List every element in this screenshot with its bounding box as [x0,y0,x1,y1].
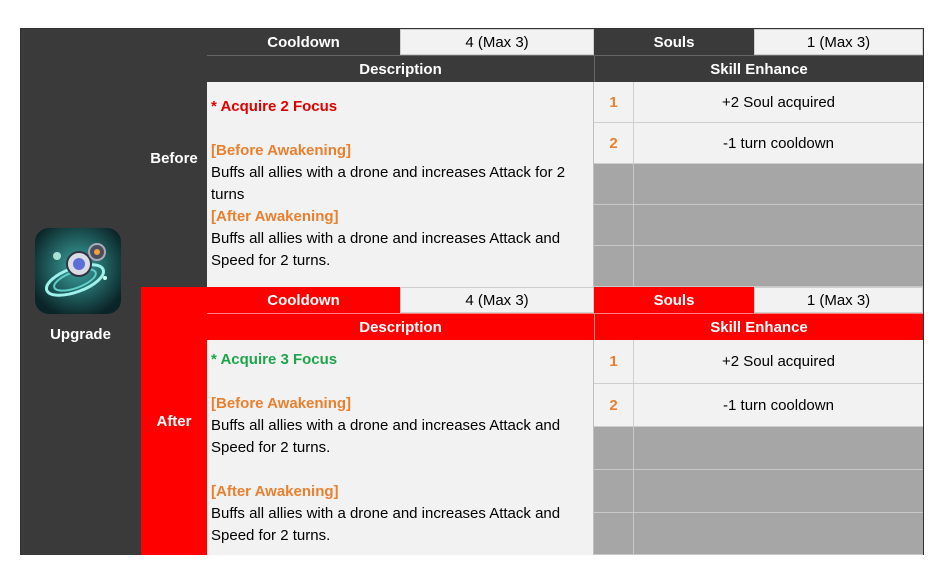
after-after-awakening-text: Buffs all allies with a drone and increases Attack and Speed for 2 turns. [211,505,561,544]
before-enhance-empty [634,246,923,287]
after-before-awakening-label: [Before Awakening] [211,395,352,412]
before-before-awakening-text: Buffs all allies with a drone and increases Attack for 2 turns [211,164,566,203]
after-label: After [141,287,207,555]
after-enhance-text-2: -1 turn cooldown [634,384,923,427]
after-cooldown-label: Cooldown [207,287,400,313]
before-enhance-empty [594,246,634,287]
before-description-header: Description [207,55,594,82]
after-enhance-text-1: +2 Soul acquired [634,340,923,384]
before-before-awakening-label: [Before Awakening] [211,142,352,159]
after-enhance-header: Skill Enhance [594,313,923,340]
before-enhance-header: Skill Enhance [594,55,923,82]
after-enhance-empty [634,470,923,513]
after-souls-label: Souls [594,287,754,313]
before-enhance-empty [634,164,923,205]
before-enhance-text-2: -1 turn cooldown [634,123,923,164]
before-after-awakening-text: Buffs all allies with a drone and increases Attack and Speed for 2 turns. [211,230,561,269]
before-label: Before [141,29,207,287]
after-description-header: Description [207,313,594,340]
after-enhance-empty [594,513,634,555]
before-souls-label: Souls [594,29,754,55]
upgrade-label: Upgrade [50,325,111,343]
after-focus: * Acquire 3 Focus [211,351,338,368]
after-souls-value: 1 (Max 3) [754,287,923,313]
before-enhance-empty [594,164,634,205]
drone-skill-icon [35,228,121,314]
before-cooldown-label: Cooldown [207,29,400,55]
upgrade-column [21,29,140,555]
after-enhance-num-2: 2 [594,384,634,427]
after-after-awakening-label: [After Awakening] [211,483,339,500]
before-souls-value: 1 (Max 3) [754,29,923,55]
before-focus: * Acquire 2 Focus [211,98,338,115]
after-description [207,340,594,555]
after-enhance-num-1: 1 [594,340,634,384]
after-cooldown-value: 4 (Max 3) [400,287,594,313]
after-enhance-empty [634,513,923,555]
before-after-awakening-label: [After Awakening] [211,208,339,225]
before-enhance-empty [594,205,634,246]
before-enhance-text-1: +2 Soul acquired [634,82,923,123]
before-enhance-num-2: 2 [594,123,634,164]
after-enhance-empty [634,427,923,470]
before-enhance-empty [634,205,923,246]
after-enhance-empty [594,427,634,470]
before-cooldown-value: 4 (Max 3) [400,29,594,55]
before-enhance-num-1: 1 [594,82,634,123]
after-before-awakening-text: Buffs all allies with a drone and increases Attack and Speed for 2 turns. [211,417,561,456]
before-description [207,82,594,287]
after-enhance-empty [594,470,634,513]
